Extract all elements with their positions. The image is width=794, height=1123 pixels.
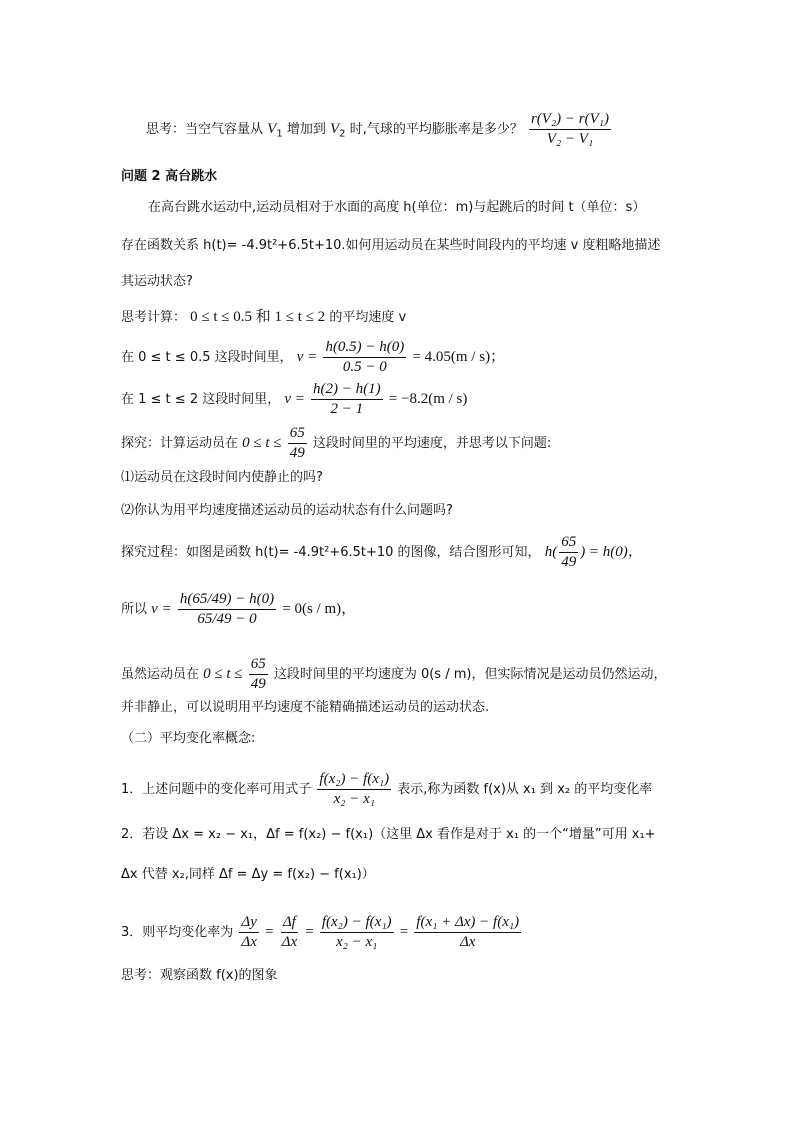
calc-ranges: 0 ≤ t ≤ 0.5 和 1 ≤ t ≤ 2: [190, 309, 326, 325]
equals-1: =: [265, 924, 274, 940]
item-3-fraction-3: [320, 913, 394, 952]
item-2-line-1: 2．若设 Δx = x₂ − x₁，Δf = f(x₂) − f(x₁)（这里 Δx 看作是对于 x₁ 的一个“增量”可用 x₁+: [121, 827, 656, 842]
item-1: [121, 770, 652, 809]
although-suffix: 这段时间里的平均速度为 0(s / m)，但实际情况是运动员仍然运动，: [273, 667, 667, 682]
item-3-label: 3．则平均变化率为: [121, 925, 234, 940]
explore-fraction: [288, 424, 307, 463]
problem-2-para-2: 存在函数关系 h(t)= -4.9t²+6.5t+10.如何用运动员在某些时间段内的平均速 v 度粗略地描述: [121, 238, 661, 253]
process-fraction: [559, 533, 578, 572]
process-line: [121, 533, 643, 572]
explore-label: 探究：计算运动员在: [121, 436, 239, 451]
item-3-f4-den: Δx: [459, 934, 476, 950]
so-label: 所以: [121, 602, 148, 617]
think-text: 思考：当空气容量从: [146, 122, 264, 137]
calc-suffix: 的平均速度 v: [329, 310, 407, 325]
calc-label: 思考计算：: [121, 310, 187, 325]
item-3-fraction-1: [239, 913, 258, 952]
item-3-fraction-2: [280, 913, 299, 952]
var-v1: V: [267, 121, 277, 137]
item-1-den: x₂ − x₁: [333, 791, 375, 807]
explore-num: 65: [288, 424, 307, 444]
item-3-f1-den: Δx: [241, 934, 257, 950]
item-2-line-2: Δx 代替 x₂,同样 Δf = Δy = f(x₂) − f(x₁)）: [121, 867, 375, 882]
expansion-rate-fraction: [529, 110, 611, 149]
although-den: 49: [250, 676, 266, 692]
segment-1-lhs: v =: [296, 349, 318, 365]
explore-suffix: 这段时间里的平均速度，并思考以下问题:: [312, 436, 552, 451]
explore-range: 0 ≤ t ≤: [242, 435, 282, 451]
item-3-f3-den: x₂ − x₁: [336, 934, 378, 950]
question-2: ⑵你认为用平均速度描述运动员的运动状态有什么问题吗?: [121, 503, 453, 518]
segment-1-num: h(0.5) − h(0): [323, 338, 406, 358]
segment-2-rhs: = −8.2(m / s): [388, 391, 468, 407]
think-end: 思考：观察函数 f(x)的图象: [121, 968, 278, 983]
segment-2-fraction: [311, 380, 383, 419]
process-den: 49: [561, 554, 577, 570]
explore-line: [121, 424, 551, 463]
equals-2: =: [305, 924, 314, 940]
think-question-1: [146, 110, 613, 149]
segment-2-line: [121, 380, 467, 419]
problem-2-para-3: 其运动状态?: [121, 274, 193, 289]
process-num: 65: [559, 533, 578, 553]
so-lhs: v =: [151, 601, 172, 617]
problem-2-heading: 问题 2 高台跳水: [121, 169, 218, 184]
item-1-suffix: 表示,称为函数 f(x)从 x₁ 到 x₂ 的平均变化率: [397, 782, 653, 797]
segment-2-den: 2 − 1: [330, 401, 364, 417]
segment-1-fraction: [323, 338, 406, 377]
so-rhs: = 0(s / m)，: [282, 601, 357, 617]
item-1-num: f(x₂) − f(x₁): [317, 770, 391, 790]
segment-1-den: 0.5 − 0: [342, 359, 387, 375]
item-3-f1-num: Δy: [239, 913, 258, 933]
segment-2-lhs: v =: [284, 391, 305, 407]
var-v2: V: [330, 121, 340, 137]
although-range: 0 ≤ t ≤: [203, 666, 243, 682]
think-mid: 增加到: [286, 122, 326, 137]
process-text: 探究过程：如图是函数 h(t)= -4.9t²+6.5t+10 的图像，结合图形可知，: [121, 545, 541, 560]
item-1-fraction: [317, 770, 391, 809]
equals-3: =: [399, 924, 409, 940]
item-1-label: 1．上述问题中的变化率可用式子: [121, 782, 312, 797]
so-line: [121, 590, 356, 629]
calc-line: [121, 308, 406, 327]
although-num: 65: [249, 655, 268, 675]
item-3-f2-num: Δf: [281, 913, 298, 933]
so-num: h(65/49) − h(0): [178, 590, 276, 610]
process-h-open: h(: [544, 544, 558, 560]
although-label: 虽然运动员在: [121, 667, 200, 682]
so-den: 65/49 − 0: [197, 611, 257, 627]
frac-num: r(V₂) − r(V₁): [529, 110, 611, 130]
explore-den: 49: [289, 445, 305, 461]
section-2-heading: （二）平均变化率概念:: [121, 731, 256, 746]
segment-2-num: h(2) − h(1): [311, 380, 383, 400]
item-3-fraction-4: [414, 913, 521, 952]
item-3: [121, 913, 523, 952]
sub-2: 2: [339, 128, 346, 140]
although-line-2: 并非静止，可以说明用平均速度不能精确描述运动员的运动状态.: [121, 700, 490, 715]
although-line: [121, 655, 666, 694]
item-3-f4-num: f(x₁ + Δx) − f(x₁): [414, 913, 521, 933]
so-fraction: [178, 590, 276, 629]
segment-1-rhs: = 4.05(m / s)；: [412, 349, 506, 365]
item-3-f3-num: f(x₂) − f(x₁): [320, 913, 394, 933]
segment-2-label: 在 1 ≤ t ≤ 2 这段时间里，: [121, 392, 281, 407]
sub-1: 1: [276, 128, 283, 140]
process-h-close: ) = h(0)，: [580, 544, 643, 560]
segment-1-line: [121, 338, 505, 377]
problem-2-para-1: 在高台跳水运动中,运动员相对于水面的高度 h(单位：m)与起跳后的时间 t（单位：s）: [148, 200, 646, 215]
think-suffix: 时,气球的平均膨胀率是多少？: [349, 122, 523, 137]
item-3-f2-den: Δx: [281, 934, 298, 950]
segment-1-label: 在 0 ≤ t ≤ 0.5 这段时间里，: [121, 350, 293, 365]
question-1: ⑴运动员在这段时间内使静止的吗?: [121, 470, 323, 485]
frac-den: V₂ − V₁: [546, 131, 594, 147]
although-fraction: [249, 655, 268, 694]
